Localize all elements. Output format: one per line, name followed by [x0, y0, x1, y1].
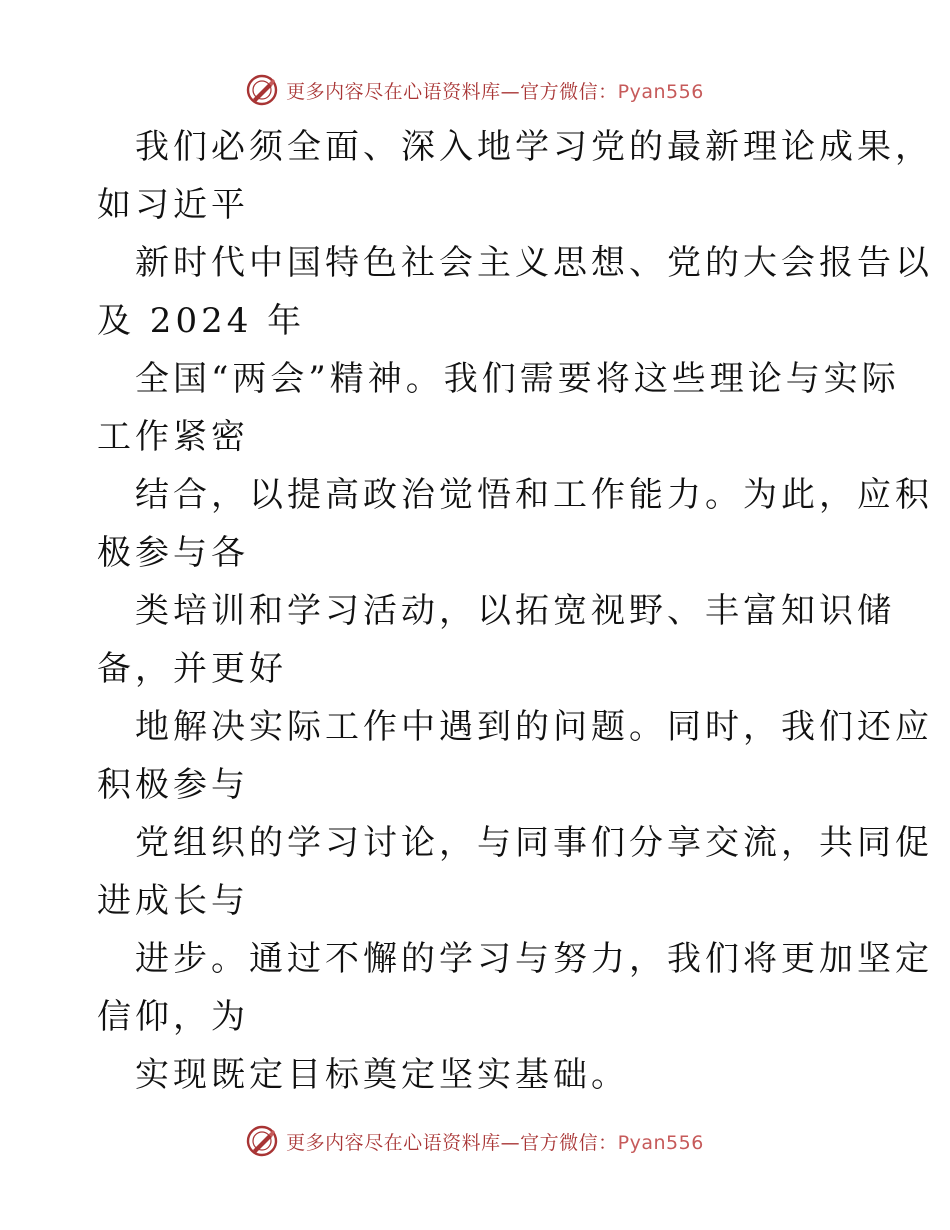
watermark-handle: Pyan556 [617, 1131, 704, 1154]
paragraph-line: 类培训和学习活动，以拓宽视野、丰富知识储 [135, 591, 895, 631]
paragraph-line: 备，并更好 [97, 649, 287, 689]
header-watermark [0, 72, 950, 108]
paragraph-line: 我们必须全面、深入地学习党的最新理论成果， [135, 127, 933, 167]
paragraph-line: 如习近平 [97, 185, 249, 225]
watermark-handle: Pyan556 [617, 80, 704, 103]
paragraph-line: 党组织的学习讨论，与同事们分享交流，共同促 [135, 823, 933, 863]
footer-watermark [0, 1123, 950, 1159]
paragraph-line: 实现既定目标奠定坚实基础。 [135, 1055, 629, 1095]
paragraph-line: 积极参与 [97, 765, 249, 805]
paragraph-line: 极参与各 [97, 533, 249, 573]
paragraph-line: 信仰，为 [97, 997, 249, 1037]
pen-logo-icon [246, 1125, 278, 1157]
paragraph-line: 进成长与 [97, 881, 249, 921]
paragraph-line: 新时代中国特色社会主义思想、党的大会报告以 [135, 243, 933, 283]
paragraph-line: 进步。通过不懈的学习与努力，我们将更加坚定 [135, 939, 933, 979]
paragraph-line: 全国“两会”精神。我们需要将这些理论与实际 [135, 359, 900, 399]
paragraph-line: 结合，以提高政治觉悟和工作能力。为此，应积 [135, 475, 933, 515]
paragraph-line: 工作紧密 [97, 417, 249, 457]
document-body [97, 118, 933, 1104]
pen-logo-icon [246, 74, 278, 106]
watermark-text: 更多内容尽在心语资料库—官方微信：Pyan556 [286, 80, 704, 103]
watermark-text: 更多内容尽在心语资料库—官方微信：Pyan556 [286, 1131, 704, 1154]
paragraph-line: 及 2024 年 [97, 301, 306, 341]
paragraph-line: 地解决实际工作中遇到的问题。同时，我们还应 [135, 707, 933, 747]
